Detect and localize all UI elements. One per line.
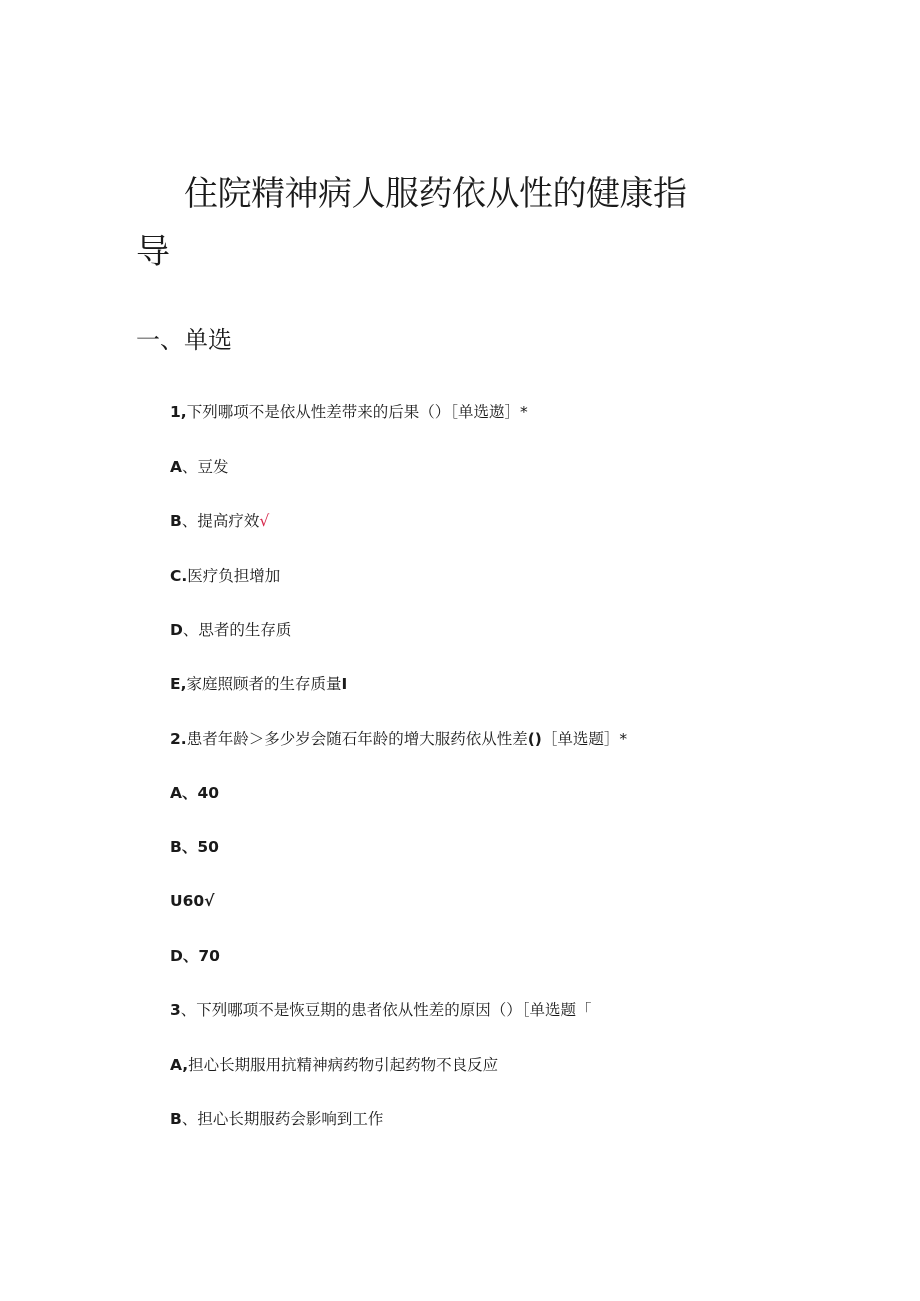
- option-2b: [170, 835, 219, 859]
- correct-checkmark: √: [259, 512, 270, 530]
- option-text: 、担心长期服药会影响到工作: [181, 1110, 384, 1128]
- option-text: 家庭照顾者的生存质量: [186, 675, 342, 693]
- option-2a: [170, 781, 219, 805]
- option-text: 、50: [181, 838, 219, 856]
- option-1d: [170, 618, 291, 642]
- option-text: 、40: [182, 784, 220, 802]
- document-title: 住院精神病人服药依从性的健康指导: [136, 174, 687, 272]
- option-1a: [170, 455, 229, 479]
- option-letter: D: [170, 947, 183, 965]
- option-1b: [170, 509, 269, 533]
- option-1c: [170, 564, 280, 588]
- option-letter: B: [170, 838, 182, 856]
- option-letter: E,: [170, 675, 187, 693]
- question-1: [170, 400, 528, 424]
- stray-mark: I: [341, 675, 348, 693]
- option-text: 、豆发: [182, 458, 229, 476]
- question-number: 3: [170, 1001, 181, 1019]
- question-text: 下列哪项不是依从性差带来的后果（）［单选遨］*: [186, 403, 528, 421]
- section-heading: 一、单选: [136, 326, 232, 354]
- option-letter: A: [170, 784, 182, 802]
- option-2d: [170, 944, 220, 968]
- option-2c: [170, 889, 215, 913]
- question-2: [170, 727, 627, 751]
- option-letter: A,: [170, 1056, 189, 1074]
- option-text: 、提高疗效: [181, 512, 260, 530]
- option-letter: B: [170, 1110, 182, 1128]
- option-1e: [170, 672, 347, 696]
- question-blank: (): [527, 730, 542, 748]
- question-text: 、下列哪项不是恢豆期的患者依从性差的原因（）［单选题「: [180, 1001, 592, 1019]
- question-text: 患者年龄＞多少岁会随石年龄的增大服药依从性差: [186, 730, 528, 748]
- question-3: [170, 998, 592, 1022]
- option-letter: A: [170, 458, 182, 476]
- option-letter: B: [170, 512, 182, 530]
- question-number: 1,: [170, 403, 187, 421]
- option-text: 、70: [182, 947, 220, 965]
- option-letter: D: [170, 621, 183, 639]
- option-text: U60√: [170, 892, 215, 910]
- question-number: 2.: [170, 730, 187, 748]
- option-3a: [170, 1053, 498, 1077]
- question-type: ［单选题］*: [541, 730, 628, 748]
- option-text: 担心长期服用抗精神病药物引起药物不良反应: [188, 1056, 499, 1074]
- option-text: 、思者的生存质: [182, 621, 292, 639]
- option-letter: C.: [170, 567, 188, 585]
- option-text: 医疗负担增加: [187, 567, 281, 585]
- option-3b: [170, 1107, 383, 1131]
